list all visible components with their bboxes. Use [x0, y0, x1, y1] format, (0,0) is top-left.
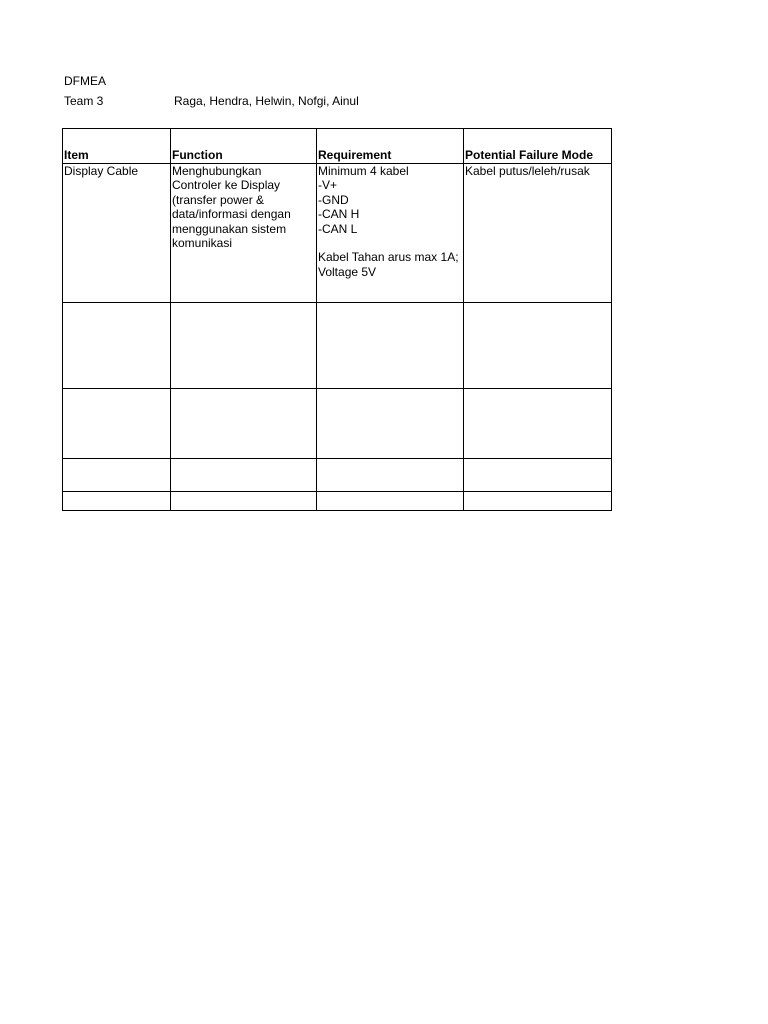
cell-requirement [317, 164, 464, 303]
empty-cell [171, 459, 317, 492]
requirement-line: -GND [318, 192, 349, 207]
requirement-line: Minimum 4 kabel [318, 164, 409, 178]
empty-cell [464, 492, 612, 511]
empty-cell [317, 389, 464, 459]
table-row-empty [63, 389, 612, 459]
requirement-line: -CAN L [318, 221, 358, 236]
empty-cell [171, 389, 317, 459]
header-item: Item [63, 129, 171, 164]
empty-cell [464, 389, 612, 459]
team-label: Team 3 [64, 94, 104, 108]
function-line: menggunakan sistem [172, 221, 287, 236]
function-line: data/informasi dengan [172, 207, 291, 222]
empty-cell [464, 459, 612, 492]
header-requirement: Requirement [317, 129, 464, 164]
empty-cell [63, 389, 171, 459]
empty-cell [63, 303, 171, 389]
document-header [64, 71, 624, 111]
table-row-empty [63, 303, 612, 389]
empty-cell [171, 303, 317, 389]
team-members: Raga, Hendra, Helwin, Nofgi, Ainul [174, 94, 359, 108]
empty-cell [317, 303, 464, 389]
header-potential-failure-mode: Potential Failure Mode [464, 129, 612, 164]
team-line [64, 91, 624, 111]
empty-cell [317, 459, 464, 492]
empty-cell [63, 492, 171, 511]
function-line: (transfer power & [172, 192, 265, 207]
requirement-line-blank [318, 236, 462, 250]
header-function: Function [171, 129, 317, 164]
empty-cell [317, 492, 464, 511]
document-title: DFMEA [64, 74, 106, 88]
table-row-empty [63, 459, 612, 492]
dfmea-table [62, 128, 612, 511]
function-line: Menghubungkan [172, 164, 262, 178]
empty-cell [63, 459, 171, 492]
requirement-line: Voltage 5V [318, 264, 377, 279]
requirement-line: Kabel Tahan arus max 1A; [318, 250, 459, 265]
empty-cell [464, 303, 612, 389]
table-header-row [63, 129, 612, 164]
cell-item: Display Cable [63, 164, 171, 303]
empty-cell [171, 492, 317, 511]
requirement-line: -CAN H [318, 207, 360, 222]
table-row [63, 164, 612, 303]
cell-function [171, 164, 317, 303]
function-line: Controler ke Display [172, 178, 281, 193]
title-line [64, 71, 624, 91]
function-line: komunikasi [172, 236, 233, 251]
cell-failure-mode: Kabel putus/leleh/rusak [464, 164, 612, 303]
requirement-line: -V+ [318, 178, 338, 193]
table-row-empty [63, 492, 612, 511]
